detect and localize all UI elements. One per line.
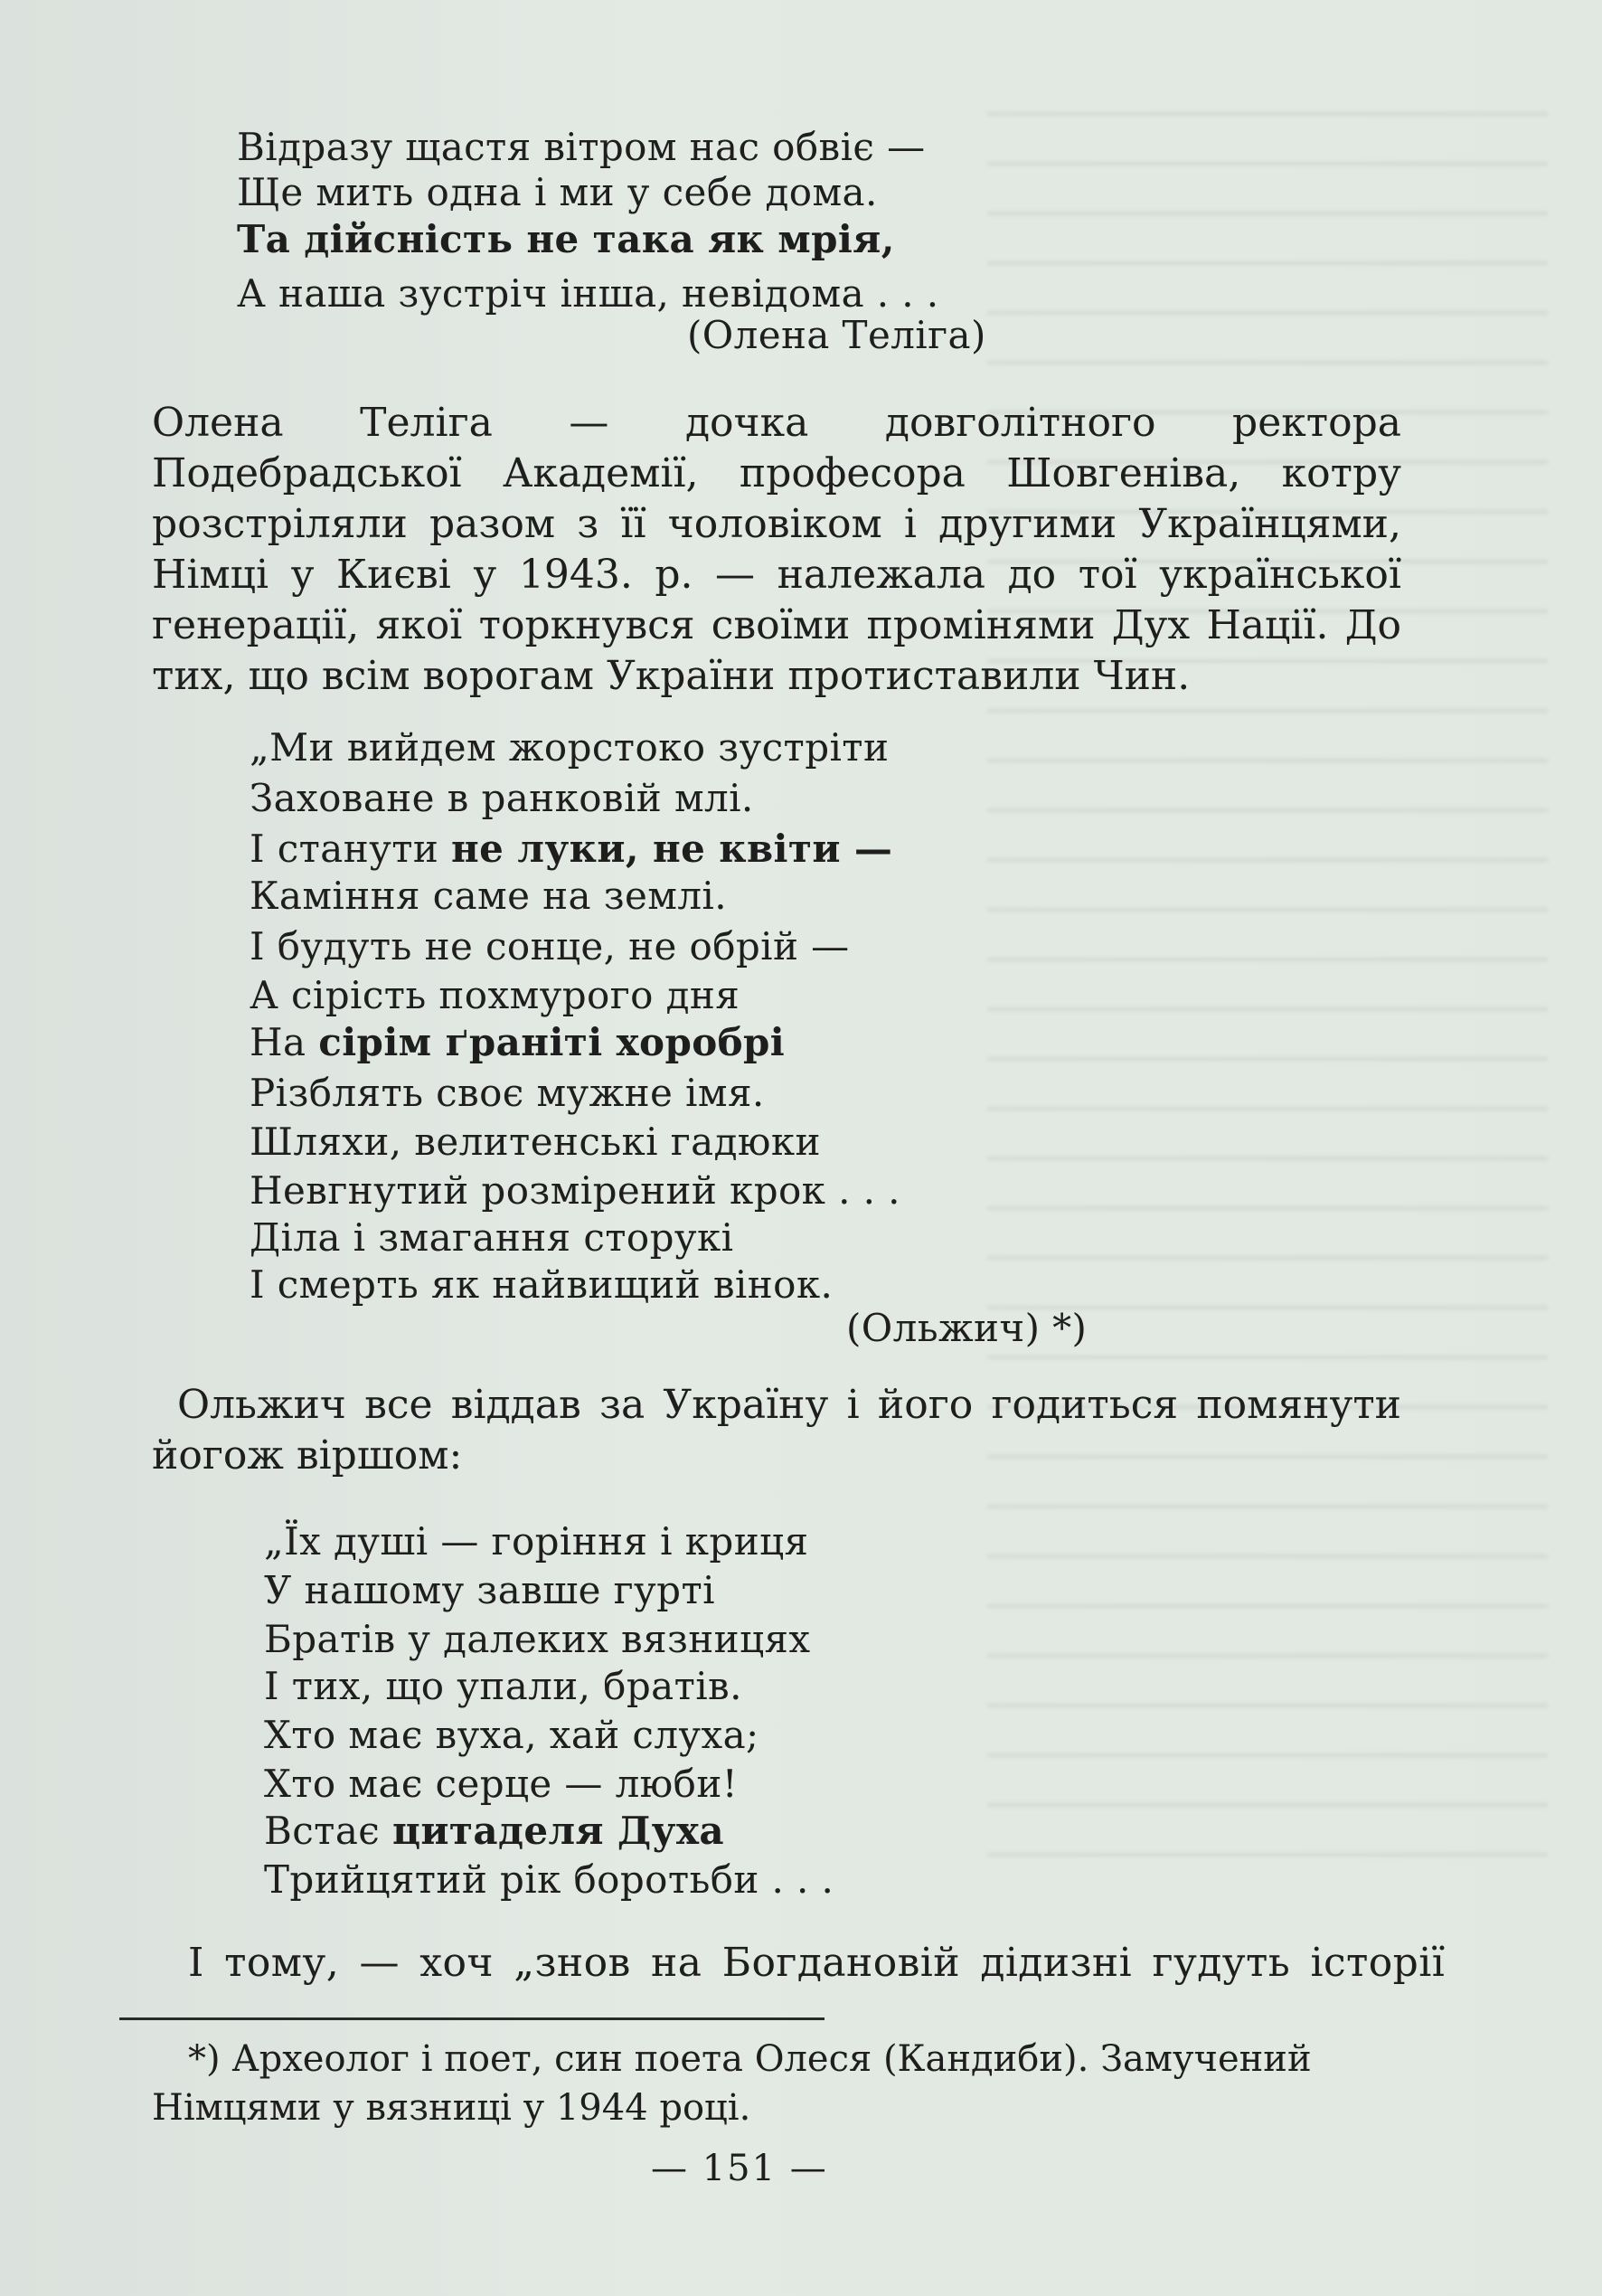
poem1-line-4: А наша зустріч інша, невідома . . .: [237, 271, 939, 316]
footnote: [152, 2035, 1418, 2132]
poem2-attribution: (Ольжич) *): [846, 1306, 1088, 1350]
poem2-line-10: Невгнутий розмірений крок . . .: [250, 1168, 900, 1213]
poem2-line-3: [250, 827, 892, 872]
poem2-line-12: І смерть як найвищий вінок.: [250, 1262, 834, 1307]
poem2-line-7-start: На: [250, 1020, 319, 1064]
poem3-line-6: Хто має серце — люби!: [264, 1762, 738, 1806]
paragraph-olzhych: [152, 1380, 1401, 1481]
poem3-line-5: Хто має вуха, хай слуха;: [264, 1713, 759, 1757]
poem1-line-2: Ще мить одна і ми у себе дома.: [237, 170, 878, 214]
paragraph-2: Ольжич все віддав за Україну і його годиться помянути йогож віршом:: [152, 1382, 1401, 1479]
poem1-line-1: Відразу щастя вітром нас обвіє —: [237, 125, 926, 169]
poem3-line-1: „Їх душі — горіння і криця: [264, 1519, 809, 1564]
poem3-line-2: У нашому завше гурті: [264, 1568, 715, 1612]
poem2-line-5: І будуть не сонце, не обрій —: [250, 924, 850, 968]
poem2-line-7-bold: сірім ґраніті хоробрі: [318, 1020, 786, 1064]
poem3-line-8: Трийцятий рік боротьби . . .: [264, 1857, 834, 1902]
poem2-line-4: Каміння саме на землі.: [250, 874, 727, 918]
poem1-line-3: Та дійсність не така як мрія,: [237, 217, 895, 261]
paragraph-1: Олена Теліга — дочка довголітного ректора Подебрадської Академії, професора Шовгеніва, котру розстріляли разом з її чоловіком і другими Українцями, Німці у Києві у 1943. р. — належала до тої української генерації, якої торкнувся своїми промінями Дух Нації. До тих, що всім ворогам України протиставили Чин.: [152, 400, 1401, 699]
poem2-line-2: Заховане в ранковій млі.: [250, 776, 754, 820]
paragraph-telihа: [152, 398, 1401, 702]
poem3-line-7-start: Встає: [264, 1809, 392, 1853]
bleed-through-shadow: [987, 81, 1548, 1890]
paragraph-3: І тому, — хоч „знов на Богдановій дідизні гудуть історії: [188, 1940, 1446, 1986]
poem2-line-1: „Ми вийдем жорстоко зустріти: [250, 725, 890, 770]
poem2-line-8: Різблять своє мужне імя.: [250, 1071, 765, 1115]
poem2-line-7: [250, 1020, 785, 1065]
page-number: — 151 —: [651, 2148, 828, 2189]
poem1-attribution: (Олена Теліга): [687, 313, 986, 357]
footnote-text: *) Археолог і поет, син поета Олеся (Кандиби). Замучений Німцями у вязниці у 1944 році.: [152, 2038, 1312, 2129]
poem2-line-3-bold: не луки, не квіти —: [451, 827, 893, 871]
poem3-line-4: І тих, що упали, братів.: [264, 1664, 742, 1708]
poem3-line-7-bold: цитаделя Духа: [391, 1809, 725, 1853]
footnote-rule: [119, 2017, 825, 2020]
poem3-line-7: [264, 1809, 724, 1854]
poem2-line-9: Шляхи, велитенські гадюки: [250, 1120, 821, 1164]
poem3-line-3: Братів у далеких вязницях: [264, 1617, 811, 1661]
poem2-line-3-start: І станути: [250, 827, 452, 871]
poem2-line-6: А сірість похмурого дня: [250, 973, 740, 1017]
poem2-line-11: Діла і змагання сторукі: [250, 1215, 734, 1260]
